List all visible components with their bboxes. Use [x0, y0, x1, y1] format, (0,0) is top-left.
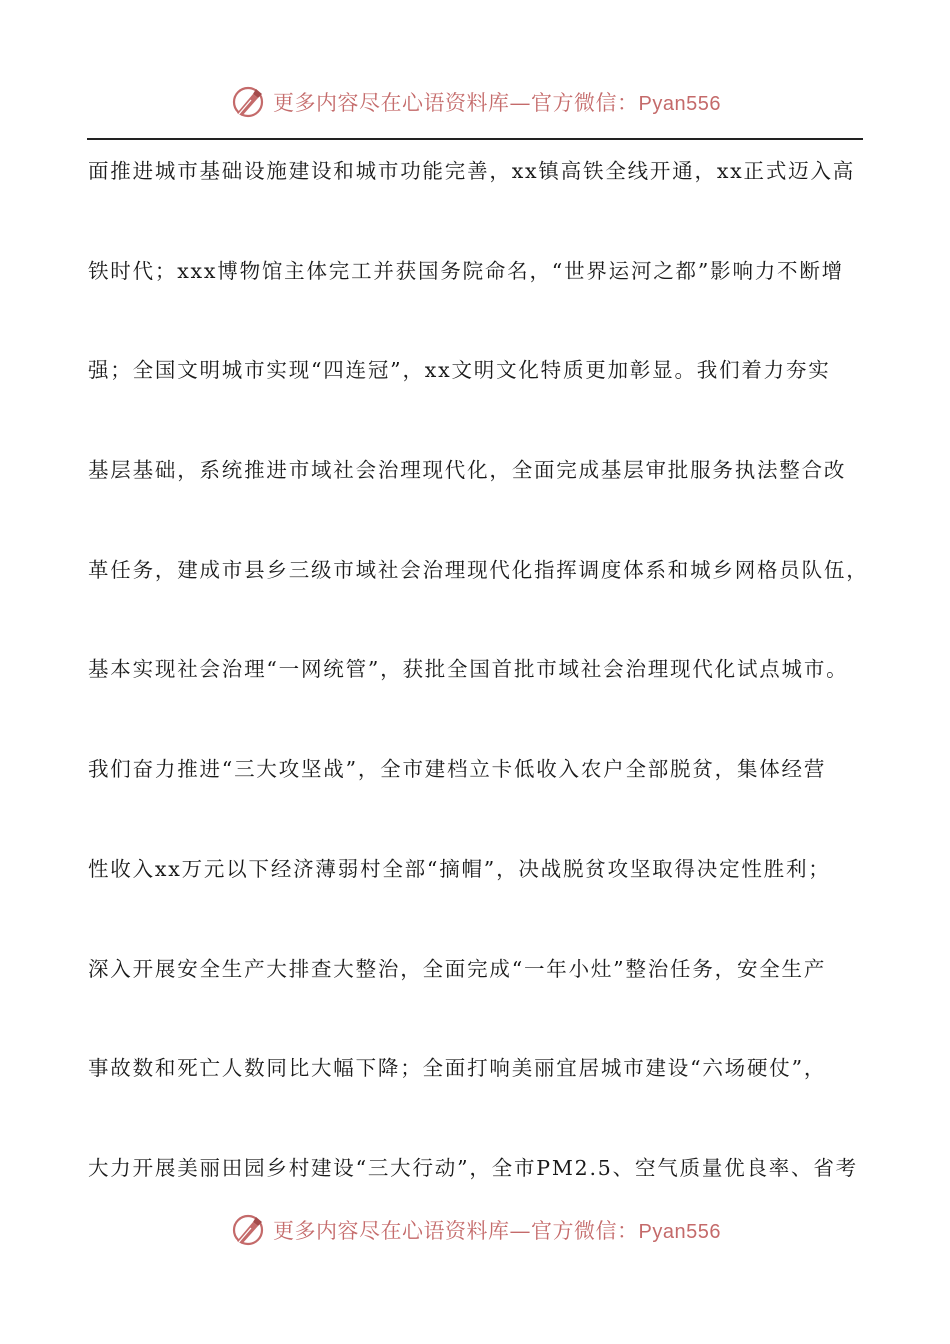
header-banner-text: [273, 87, 721, 117]
footer-banner: [0, 1210, 950, 1250]
text-line: 事故数和死亡人数同比大幅下降；全面打响美丽宜居城市建设“六场硬仗”，: [88, 1056, 827, 1081]
header-divider: [87, 138, 863, 140]
text-line: 大力开展美丽田园乡村建设“三大行动”，全市PM2.5、空气质量优良率、省考: [88, 1155, 858, 1180]
pen-nib-logo-icon: [229, 1211, 267, 1249]
text-line: 强；全国文明城市实现“四连冠”，xx文明文化特质更加彰显。我们着力夯实: [88, 358, 831, 383]
text-line: 面推进城市基础设施建设和城市功能完善，xx镇高铁全线开通，xx正式迈入高: [88, 159, 856, 183]
text-line: 基层基础，系统推进市域社会治理现代化，全面完成基层审批服务执法整合改: [88, 458, 847, 483]
header-banner-wechat-id: Pyan556: [638, 93, 721, 115]
header-banner-label: 更多内容尽在心语资料库—官方微信：: [273, 91, 639, 115]
footer-banner-wechat-id: Pyan556: [638, 1221, 721, 1243]
pen-nib-logo-icon: [229, 83, 267, 121]
text-line: 我们奋力推进“三大攻坚战”，全市建档立卡低收入农户全部脱贫，集体经营: [88, 757, 827, 782]
text-line: 革任务，建成市县乡三级市域社会治理现代化指挥调度体系和城乡网格员队伍，: [88, 557, 869, 582]
text-line: 铁时代；xxx博物馆主体完工并获国务院命名，“世界运河之都”影响力不断增: [88, 258, 844, 283]
header-banner: [0, 82, 950, 122]
document-body: [88, 151, 878, 1248]
text-line: 深入开展安全生产大排查大整治，全面完成“一年小灶”整治任务，安全生产: [88, 956, 827, 981]
footer-banner-label: 更多内容尽在心语资料库—官方微信：: [273, 1219, 639, 1243]
text-line: 性收入xx万元以下经济薄弱村全部“摘帽”，决战脱贫攻坚取得决定性胜利；: [88, 856, 831, 881]
footer-banner-text: [273, 1215, 721, 1245]
text-line: 基本实现社会治理“一网统管”，获批全国首批市域社会治理现代化试点城市。: [88, 657, 849, 682]
